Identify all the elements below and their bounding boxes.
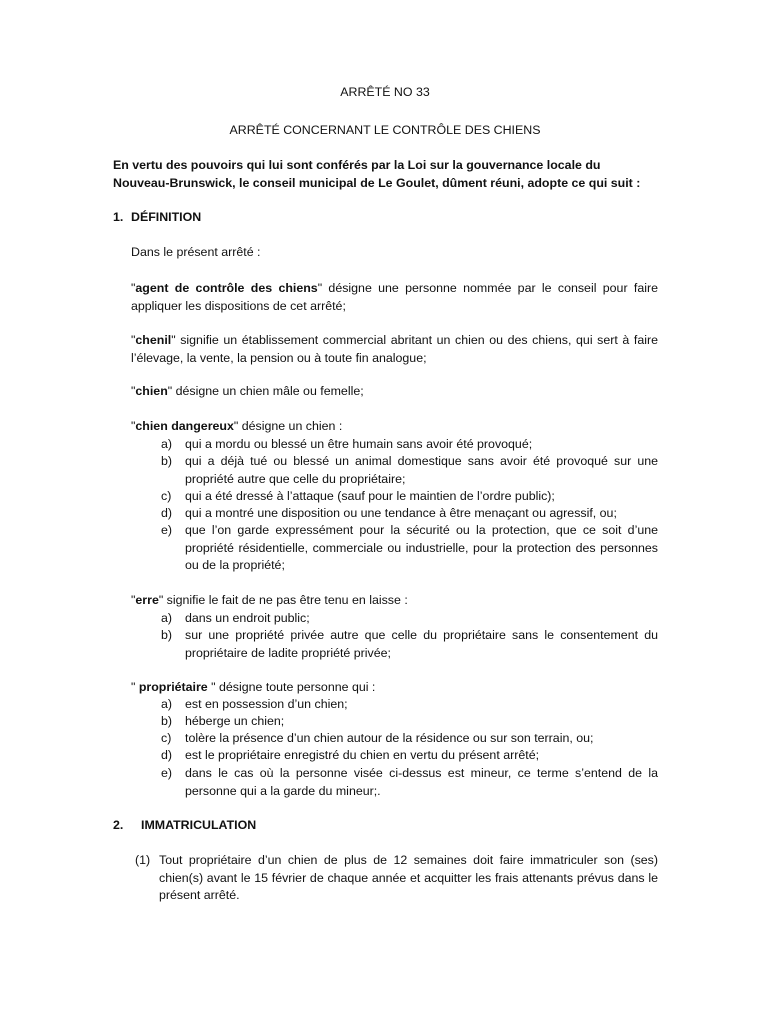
definition-chien-dangereux [131, 418, 342, 436]
list-item-text: héberge un chien; [185, 714, 285, 728]
list-item-label: a) [161, 437, 173, 451]
list-item-text: tolère la présence d’un chien autour de la résidence ou sur son terrain, ou; [185, 731, 594, 745]
quote-open: " [131, 419, 136, 433]
term-chien-dangereux: chien dangereux [135, 419, 234, 433]
definition-agent-text: " désigne une personne nommée par le conseil pour faire appliquer les dispositions de cet arrêté; [131, 281, 659, 313]
list-item [161, 453, 658, 488]
quote-open: " [131, 593, 136, 607]
definition-erre-text: " signifie le fait de ne pas être tenu en laisse : [158, 593, 408, 607]
term-chenil: chenil [135, 333, 172, 347]
list-item-label: d) [161, 506, 173, 520]
list-item-label: a) [161, 697, 173, 711]
definition-erre [131, 592, 408, 610]
list-item [161, 765, 658, 800]
list-item [161, 713, 658, 731]
definition-proprietaire [131, 679, 375, 697]
term-erre: erre [135, 593, 159, 607]
list-item [161, 488, 658, 506]
list-item [161, 696, 658, 714]
section-2-number: 2. [113, 818, 124, 832]
list-item-label: d) [161, 748, 173, 762]
list-item-text: qui a mordu ou blessé un être humain sans avoir été provoqué; [185, 437, 533, 451]
quote-open: " [131, 384, 136, 398]
definition-chenil [131, 332, 658, 367]
list-item-label: b) [161, 714, 173, 728]
doc-subtitle: ARRÊTÉ CONCERNANT LE CONTRÔLE DES CHIENS [229, 123, 541, 137]
list-item-label: c) [161, 489, 172, 503]
list-item-label: b) [161, 628, 173, 642]
list-item-text: qui a déjà tué ou blessé un animal domestique sans avoir été provoqué sur une propriété autre que celle du propriétaire; [185, 454, 658, 486]
list-item-text: est en possession d’un chien; [185, 697, 348, 711]
list-item-text: qui a été dressé à l’attaque (sauf pour le maintien de l’ordre public); [185, 489, 555, 503]
list-item-label: a) [161, 611, 173, 625]
preamble: En vertu des pouvoirs qui lui sont conférés par la Loi sur la gouvernance locale du Nouveau-Brunswick, le conseil municipal de Le Goulet, dûment réuni, adopte ce qui suit : [113, 158, 641, 190]
doc-title: ARRÊTÉ NO 33 [340, 85, 430, 99]
list-item-text: est le propriétaire enregistré du chien en vertu du présent arrêté; [185, 748, 540, 762]
list-item [161, 610, 658, 628]
list-item [161, 627, 658, 662]
section-2-item-text: Tout propriétaire d’un chien de plus de 12 semaines doit faire immatriculer son (ses) chien(s) avant le 15 février de chaque année et acquitter les frais attenants prévus dans le présent arrêté. [159, 853, 658, 903]
definition-chien [131, 383, 364, 401]
list-item [161, 505, 658, 523]
section-2-title: IMMATRICULATION [141, 818, 257, 832]
definition-agent [131, 280, 658, 315]
term-proprietaire: propriétaire [138, 680, 208, 694]
list-item-text: dans le cas où la personne visée ci-dessus est mineur, ce terme s’entend de la personne qui a la garde du mineur;. [185, 766, 658, 798]
definition-chien-text: " désigne un chien mâle ou femelle; [167, 384, 364, 398]
section-1-intro: Dans le présent arrêté : [131, 245, 261, 259]
list-item-text: qui a montré une disposition ou une tendance à être menaçant ou agressif, ou; [185, 506, 617, 520]
list-item-text: dans un endroit public; [185, 611, 310, 625]
section-2-item-label: (1) [135, 853, 151, 867]
definition-chenil-text: " signifie un établissement commercial abritant un chien ou des chiens, qui sert à faire l’élevage, la vente, la pension ou à toute fin analogue; [131, 333, 658, 365]
list-item [161, 522, 658, 575]
quote-open: " [131, 333, 136, 347]
list-item-text: que l’on garde expressément pour la sécurité ou la protection, que ce soit d’une propriété résidentielle, commerciale ou industrielle, pour la protection des personnes ou de la propriété; [185, 523, 658, 573]
section-1-number: 1. [113, 210, 124, 224]
list-item-label: b) [161, 454, 173, 468]
list-item [161, 747, 658, 765]
list-item [161, 730, 658, 748]
section-1-title: DÉFINITION [131, 210, 202, 224]
term-agent: agent de contrôle des chiens [135, 281, 318, 295]
list-item-label: c) [161, 731, 172, 745]
definition-chien-dangereux-text: " désigne un chien : [233, 419, 343, 433]
list-item-label: e) [161, 766, 173, 780]
definition-proprietaire-text: " désigne toute personne qui : [207, 680, 376, 694]
quote-open: " [131, 281, 136, 295]
list-item [161, 436, 658, 454]
term-chien: chien [135, 384, 168, 398]
list-item-text: sur une propriété privée autre que celle du propriétaire sans le consentement du propriétaire de ladite propriété privée; [185, 628, 658, 660]
list-item-label: e) [161, 523, 173, 537]
quote-open: " [131, 680, 139, 694]
section-2-item [135, 852, 658, 905]
